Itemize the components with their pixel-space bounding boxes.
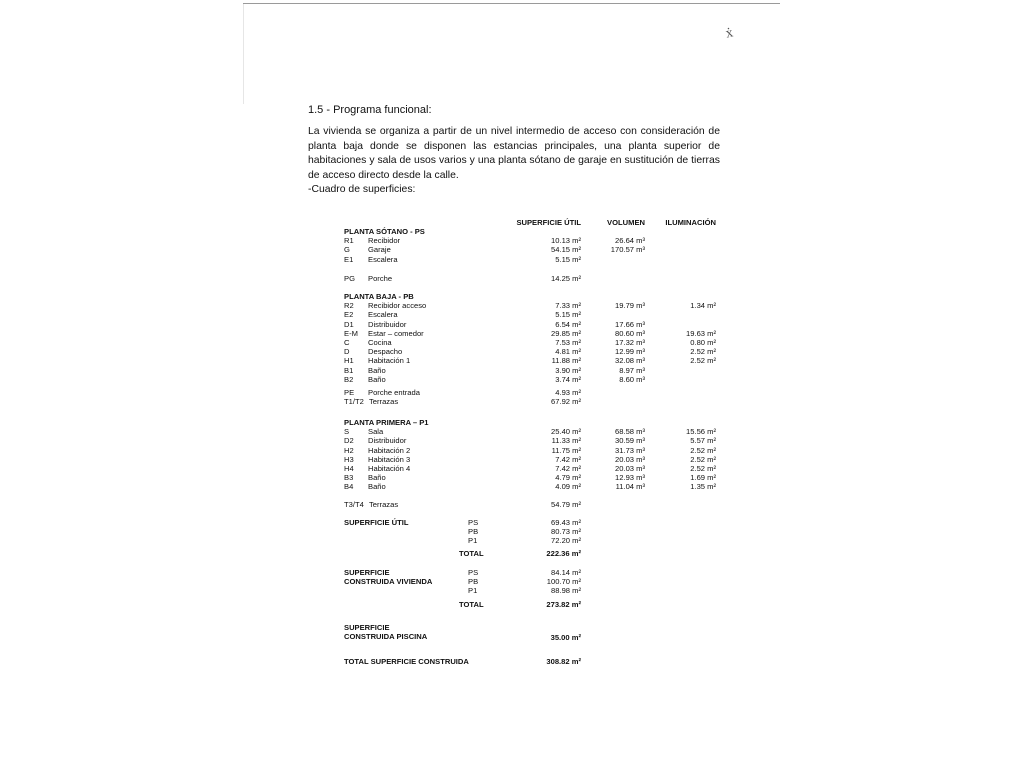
row-iluminacion: 2.52 m² <box>690 445 716 455</box>
section-title: PLANTA BAJA - PB <box>344 292 414 301</box>
row-name: Escalera <box>368 310 398 320</box>
row-iluminacion: 1.34 m² <box>690 301 716 311</box>
sup-util-total-value: 222.36 m² <box>546 549 581 558</box>
row-iluminacion: 2.52 m² <box>690 464 716 473</box>
row-util: 7.53 m² <box>555 338 581 347</box>
row-name: Baño <box>368 473 386 483</box>
row-util: 67.92 m² <box>551 397 581 407</box>
sup-construida-value: 88.98 m² <box>551 586 581 595</box>
row-code: B4 <box>344 482 354 492</box>
sup-util-code: P1 <box>468 536 478 545</box>
cuadro-label: -Cuadro de superficies: <box>308 184 416 195</box>
row-volumen: 12.93 m³ <box>615 473 645 483</box>
row-util: 5.15 m² <box>555 310 581 320</box>
row-util: 29.85 m² <box>551 328 581 338</box>
sup-util-value: 72.20 m² <box>551 536 581 545</box>
row-volumen: 68.58 m³ <box>615 427 645 437</box>
row-name: Habitación 3 <box>368 454 411 464</box>
row-volumen: 170.57 m³ <box>610 245 645 255</box>
row-volumen: 19.79 m³ <box>615 301 645 311</box>
piscina-value: 35.00 m² <box>550 633 581 642</box>
row-code: H3 <box>344 454 354 464</box>
row-code: H4 <box>344 464 354 473</box>
row-util: 7.33 m² <box>555 301 581 311</box>
sup-util-total-label: TOTAL <box>459 549 484 558</box>
row-code: PG <box>344 273 355 283</box>
row-util: 4.81 m² <box>555 347 581 357</box>
row-name: Baño <box>368 482 386 492</box>
row-name: Terrazas <box>369 397 399 407</box>
row-code: E-M <box>344 328 358 338</box>
row-name: Habitación 2 <box>368 445 411 455</box>
page-left-edge <box>243 4 244 104</box>
row-code: T3/T4 <box>344 499 364 509</box>
row-code: H2 <box>344 445 354 455</box>
sup-construida-value: 84.14 m² <box>551 568 581 577</box>
row-iluminacion: 15.56 m² <box>686 427 716 437</box>
total-construida-value: 308.82 m² <box>546 657 581 666</box>
row-code: B1 <box>344 365 354 375</box>
sup-util-value: 80.73 m² <box>551 527 581 536</box>
row-code: R1 <box>344 236 354 246</box>
row-code: E2 <box>344 310 354 320</box>
handwritten-mark: ẋ <box>724 25 735 42</box>
row-name: Porche entrada <box>368 388 420 397</box>
row-util: 3.90 m² <box>555 365 581 375</box>
row-volumen: 17.32 m³ <box>615 338 645 347</box>
row-code: D2 <box>344 436 354 446</box>
row-iluminacion: 19.63 m² <box>686 328 716 338</box>
sup-construida-value: 100.70 m² <box>546 577 581 586</box>
row-iluminacion: 0.80 m² <box>690 338 716 347</box>
row-name: Sala <box>368 427 384 437</box>
sup-util-code: PS <box>468 518 479 527</box>
row-code: D1 <box>344 319 354 329</box>
row-name: Estar – comedor <box>368 328 424 338</box>
row-util: 11.88 m² <box>551 356 581 366</box>
row-iluminacion: 1.69 m² <box>690 473 716 483</box>
section-heading: 1.5 - Programa funcional: <box>308 104 432 116</box>
row-code: C <box>344 338 350 347</box>
sup-construida-label2: CONSTRUIDA VIVIENDA <box>344 577 433 586</box>
row-util: 25.40 m² <box>551 427 581 437</box>
row-volumen: 32.08 m³ <box>615 356 645 366</box>
row-util: 54.15 m² <box>551 245 581 255</box>
row-util: 3.74 m² <box>555 374 581 384</box>
sup-construida-total-value: 273.82 m² <box>546 600 581 609</box>
row-volumen: 20.03 m³ <box>615 464 645 473</box>
row-volumen: 26.64 m³ <box>615 236 645 246</box>
row-volumen: 17.66 m³ <box>615 319 645 329</box>
row-util: 7.42 m² <box>555 464 581 473</box>
sup-construida-label: SUPERFICIE <box>344 568 390 577</box>
row-util: 14.25 m² <box>551 273 581 283</box>
row-volumen: 11.04 m³ <box>615 482 645 492</box>
row-name: Porche <box>368 273 393 283</box>
section-title: PLANTA SÓTANO - PS <box>344 227 425 236</box>
page-top-edge <box>243 3 780 4</box>
row-volumen: 31.73 m³ <box>615 445 645 455</box>
row-iluminacion: 5.57 m² <box>690 436 716 446</box>
piscina-label: SUPERFICIE <box>344 623 390 632</box>
row-name: Cocina <box>368 338 392 347</box>
row-code: PE <box>344 388 355 397</box>
row-util: 7.42 m² <box>555 454 581 464</box>
sup-util-value: 69.43 m² <box>551 518 581 527</box>
row-volumen: 30.59 m³ <box>615 436 645 446</box>
row-code: T1/T2 <box>344 397 364 407</box>
row-iluminacion: 2.52 m² <box>690 347 716 357</box>
sup-construida-code: P1 <box>468 586 478 595</box>
total-construida-label: TOTAL SUPERFICIE CONSTRUIDA <box>344 657 469 666</box>
row-code: B2 <box>344 374 354 384</box>
row-code: R2 <box>344 301 354 311</box>
row-volumen: 12.99 m³ <box>615 347 645 357</box>
row-util: 11.75 m² <box>551 445 581 455</box>
row-name: Recibidor <box>368 236 401 246</box>
row-iluminacion: 2.52 m² <box>690 356 716 366</box>
row-volumen: 8.97 m³ <box>619 365 645 375</box>
sup-util-code: PB <box>468 527 479 536</box>
row-name: Habitación 1 <box>368 356 411 366</box>
sup-construida-code: PS <box>468 568 479 577</box>
row-util: 5.15 m² <box>555 254 581 264</box>
row-volumen: 80.60 m³ <box>615 328 645 338</box>
row-util: 4.93 m² <box>555 388 581 397</box>
row-code: S <box>344 427 350 437</box>
row-util: 4.79 m² <box>555 473 581 483</box>
col-header-util: SUPERFICIE ÚTIL <box>516 218 581 227</box>
row-volumen: 20.03 m³ <box>615 454 645 464</box>
row-name: Habitación 4 <box>368 464 411 473</box>
row-name: Distribuidor <box>368 436 407 446</box>
row-name: Baño <box>368 374 386 384</box>
row-iluminacion: 2.52 m² <box>690 454 716 464</box>
section-title: PLANTA PRIMERA – P1 <box>344 418 429 427</box>
piscina-label2: CONSTRUIDA PISCINA <box>344 632 428 641</box>
row-util: 6.54 m² <box>555 319 581 329</box>
row-name: Escalera <box>368 254 398 264</box>
sup-construida-code: PB <box>468 577 479 586</box>
col-header-volumen: VOLUMEN <box>607 218 645 227</box>
row-name: Recibidor acceso <box>368 301 427 311</box>
row-util: 4.09 m² <box>555 482 581 492</box>
row-code: B3 <box>344 473 354 483</box>
row-name: Terrazas <box>369 499 399 509</box>
row-name: Garaje <box>368 245 391 255</box>
row-util: 54.79 m² <box>551 499 581 509</box>
row-util: 11.33 m² <box>551 436 581 446</box>
sup-construida-total-label: TOTAL <box>459 600 484 609</box>
sup-util-label: SUPERFICIE ÚTIL <box>344 518 409 527</box>
row-name: Despacho <box>368 347 403 357</box>
row-name: Baño <box>368 365 386 375</box>
description-paragraph: La vivienda se organiza a partir de un nivel intermedio de acceso con consideración de planta baja donde se disponen las estancias principales, una planta superior de habitaciones y sala de usos varios y una planta sótano de garaje en sustitución de tierras de acceso directo desde la calle. <box>308 126 720 181</box>
row-name: Distribuidor <box>368 319 407 329</box>
row-volumen: 8.60 m³ <box>619 374 645 384</box>
row-iluminacion: 1.35 m² <box>690 482 716 492</box>
row-code: D <box>344 347 350 357</box>
row-code: E1 <box>344 254 354 264</box>
row-util: 10.13 m² <box>551 236 581 246</box>
row-code: H1 <box>344 356 354 366</box>
col-header-iluminacion: ILUMINACIÓN <box>665 218 716 227</box>
row-code: G <box>344 245 350 255</box>
